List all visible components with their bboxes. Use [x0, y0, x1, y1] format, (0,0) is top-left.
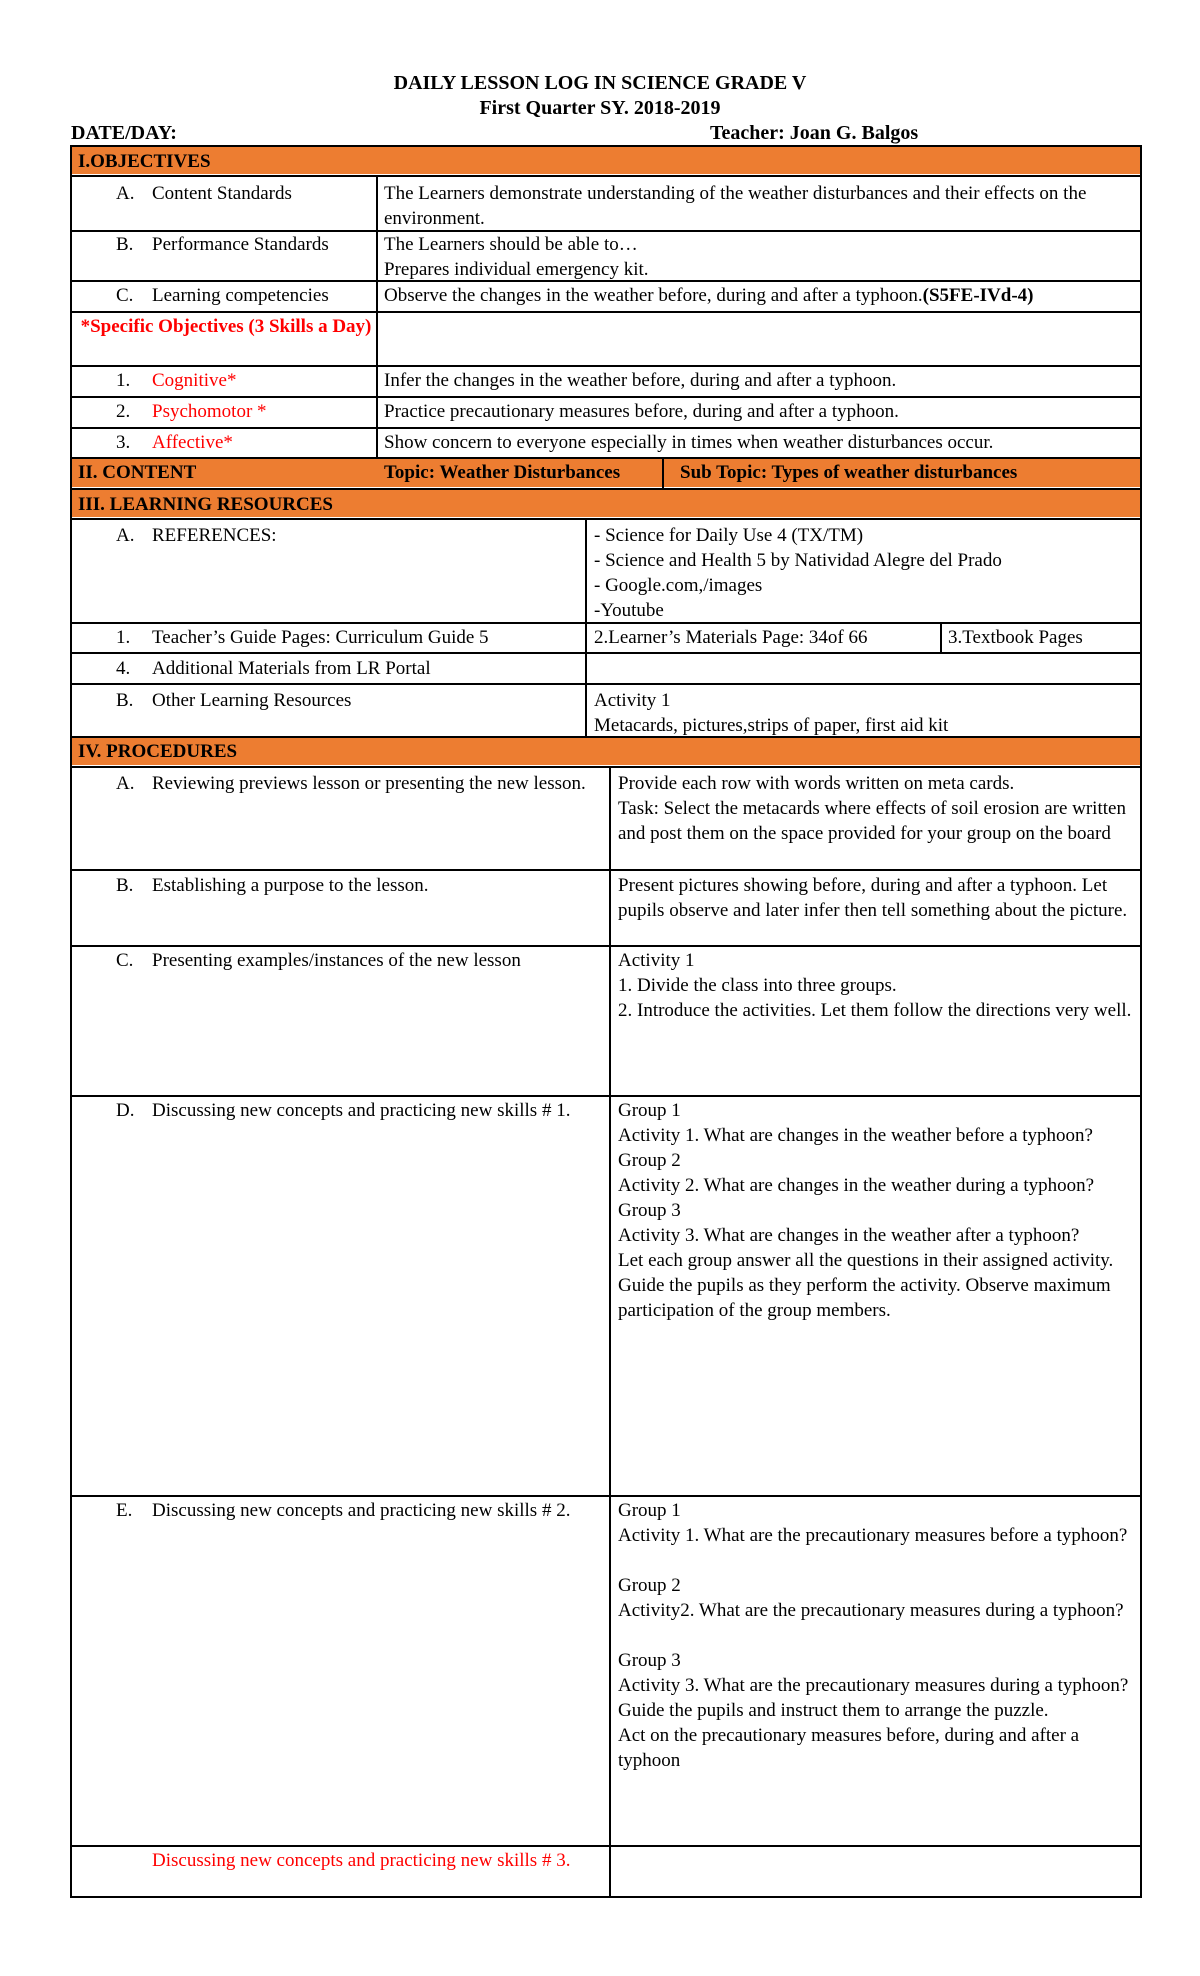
other-resources-label: Other Learning Resources: [152, 690, 352, 711]
psychomotor-text: Practice precautionary measures before, during and after a typhoon.: [384, 401, 899, 422]
procedure-d-label: Discussing new concepts and practicing new skills # 1.: [152, 1100, 571, 1121]
teachers-guide-pages: Teacher’s Guide Pages: Curriculum Guide 5: [152, 627, 489, 648]
psychomotor-label: Psychomotor *: [152, 401, 267, 422]
other-resources-text: Activity 1 Metacards, pictures,strips of paper, first aid kit: [594, 690, 949, 736]
table-border-left: [70, 145, 72, 1897]
learners-materials-page: 2.Learner’s Materials Page: 34of 66: [594, 627, 868, 648]
content-standards-text: The Learners demonstrate understanding of the weather disturbances and their effects on the environment.: [384, 183, 1087, 229]
content-standards-label: Content Standards: [152, 183, 292, 204]
procedure-c-text: Activity 1 1. Divide the class into three groups. 2. Introduce the activities. Let them follow the directions very well.: [618, 950, 1132, 1021]
references-list: - Science for Daily Use 4 (TX/TM) - Science and Health 5 by Natividad Alegre del Prado - Google.com,/images -Youtube: [594, 525, 1002, 621]
procedure-e-label: Discussing new concepts and practicing new skills # 2.: [152, 1500, 571, 1521]
date-day-label: DATE/DAY:: [71, 122, 177, 144]
document-title: DAILY LESSON LOG IN SCIENCE GRADE V: [393, 72, 807, 94]
cognitive-label: Cognitive*: [152, 370, 237, 391]
table-border-bottom: [70, 1896, 1142, 1898]
procedure-a-text: Provide each row with words written on meta cards. Task: Select the metacards where effects of soil erosion are written and post them on the space provided for your group on the board: [618, 773, 1126, 844]
lr-portal-materials: Additional Materials from LR Portal: [152, 658, 431, 679]
affective-label: Affective*: [152, 432, 233, 453]
topic-label: Topic: Weather Disturbances: [384, 462, 621, 483]
procedure-d-text: Group 1 Activity 1. What are changes in the weather before a typhoon? Group 2 Activity 2. What are changes in the weather during a typhoon? Group 3 Activity 3. What are changes in the weather after a typhoon? Let each group answer all the questions in their assigned activity. Guide the pupils as they perform the activity. Observe maximum participation of the group members.: [618, 1100, 1114, 1321]
affective-text: Show concern to everyone especially in times when weather disturbances occur.: [384, 432, 994, 453]
procedure-c-label: Presenting examples/instances of the new lesson: [152, 950, 521, 971]
teacher-label: Teacher: Joan G. Balgos: [710, 122, 919, 144]
objectives-band: [71, 146, 1141, 174]
performance-standards-text: The Learners should be able to… Prepares individual emergency kit.: [384, 234, 649, 280]
learning-competencies-label: Learning competencies: [152, 285, 329, 306]
content-heading: II. CONTENT: [78, 462, 197, 483]
references-label: REFERENCES:: [152, 525, 277, 546]
document-subtitle: First Quarter SY. 2018-2019: [479, 97, 721, 119]
resources-heading: III. LEARNING RESOURCES: [78, 494, 333, 515]
learning-competencies-text: Observe the changes in the weather before, during and after a typhoon.(S5FE-IVd-4): [384, 285, 1034, 306]
procedures-heading: IV. PROCEDURES: [78, 741, 238, 762]
procedure-b-text: Present pictures showing before, during and after a typhoon. Let pupils observe and later infer then tell something about the picture.: [618, 875, 1128, 921]
procedure-b-label: Establishing a purpose to the lesson.: [152, 875, 429, 896]
procedure-e-text: Group 1 Activity 1. What are the precautionary measures before a typhoon? Group 2 Activity2. What are the precautionary measures during a typhoon? Group 3 Activity 3. What are the precautionary measures during a typhoon? Guide the pupils and instruct them to arrange the puzzle. Act on the precautionary measures before, during and after a typhoon: [618, 1500, 1129, 1771]
procedure-f-label: Discussing new concepts and practicing new skills # 3.: [152, 1850, 571, 1871]
procedure-a-label: Reviewing previews lesson or presenting the new lesson.: [152, 773, 586, 794]
table-border-top: [70, 145, 1142, 147]
subtopic-label: Sub Topic: Types of weather disturbances: [680, 462, 1018, 483]
lesson-log-page: DAILY LESSON LOG IN SCIENCE GRADE V First Quarter SY. 2018-2019 DATE/DAY: Teacher: Joan G. Balgos I.OBJECTIVES A. Content Standards The Learners demonstrate understanding of the weather disturbances and their effects on the environment. B. Performance Standards The Learners should be able to… Prepares individual emergency kit. C. Learning competencies Observe the changes in the weather before, during and after a typhoon.(S5FE-IVd-4) *Specific Objectives (3 Skills a Day) 1. Cognitive* Infer the changes in the weather before, during and after a typhoon. 2. Psychomotor * Practice precautionary measures before, during and after a typhoon. 3. Affective* Show concern to everyone especially in times when weather disturbances occur. II. CONTENT Topic: Weather Disturbances Sub Topic: Types of weather disturbances III. LEARNING RESOURCES A. REFERENCES: - Science for Daily Use 4 (TX/TM) - Science and Health 5 by Natividad Alegre del Prado - Google.com,/images -Youtube 1. Teacher’s Guide Pages: Curriculum Guide 5 2.Learner’s Materials Page: 34of 66 3.Textbook Pages 4. Additional Materials from LR Portal B. Other Learning Resources Activity 1 Metacards, pictures,strips of paper, first aid kit IV. PROCEDURES A. Reviewing previews lesson or presenting the new lesson. Provide each row with words written on meta cards. Task: Select the metacards where effects of soil erosion are written and post them on the space provided for your group on the board B. Establishing a purpose to the lesson. Present pictures showing before, during and after a typhoon. Let pupils observe and later infer then tell something about the picture. C. Presenting examples/instances of the new lesson Activity 1 1. Divide the class into three groups. 2. Introduce the activities. Let them follow the directions very well. D. Discussing new concepts and practicing new skills # 1. Group 1 Activity 1. What are changes in the weather before a typhoon? Group 2 Activity 2. What are changes in the weather during a typhoon? Group 3 Activity 3. What are changes in the weather after a typhoon? Let each group answer all the questions in their assigned activity. Guide the pupils as they perform the activity. Observe maximum participation of the group members. E. Discussing new concepts and practicing new skills # 2. Group 1 Activity 1. What are the precautionary measures before a typhoon? Group 2 Activity2. What are the precautionary measures during a typhoon? Group 3 Activity 3. What are the precautionary measures during a typhoon? Guide the pupils and instruct them to arrange the puzzle. Act on the precautionary measures before, during and after a typhoon Discussing new concepts and practicing new skills # 3.: [0, 0, 1200, 1976]
specific-objectives-heading: *Specific Objectives (3 Skills a Day): [80, 316, 372, 337]
table-border-right: [1140, 145, 1142, 1897]
cognitive-text: Infer the changes in the weather before, during and after a typhoon.: [384, 370, 897, 391]
objectives-heading: I.OBJECTIVES: [78, 151, 211, 172]
textbook-pages: 3.Textbook Pages: [948, 627, 1083, 648]
performance-standards-label: Performance Standards: [152, 234, 329, 255]
